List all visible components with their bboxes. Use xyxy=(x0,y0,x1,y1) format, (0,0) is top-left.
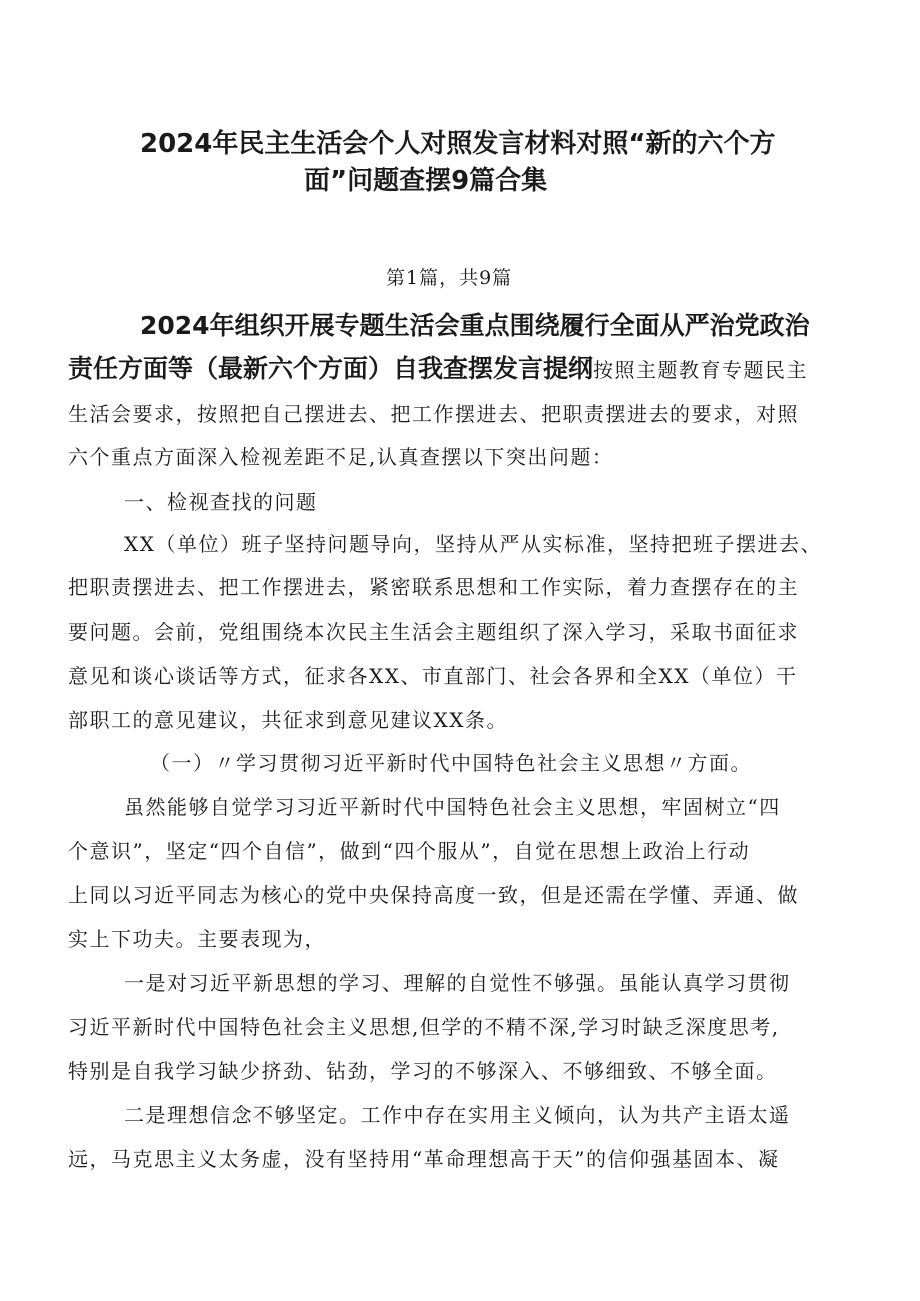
body-line: 虽然能够自觉学习习近平新时代中国特色社会主义思想，牢固树立“四 xyxy=(124,795,781,819)
body-line: 个意识”，坚定“四个自信”，做到“四个服从”，自觉在思想上政治上行动 xyxy=(68,839,751,863)
article-heading-line-2-row xyxy=(68,349,808,385)
part-label: 第1篇，共9篇 xyxy=(386,267,513,289)
document-title-line-1: 2024年民主生活会个人对照发言材料对照“新的六个方 xyxy=(140,129,776,159)
body-line: 实上下功夫。主要表现为， xyxy=(68,927,326,951)
body-line: 把职责摆进去、把工作摆进去，紧密联系思想和工作实际，着力查摆存在的主 xyxy=(68,575,799,599)
body-line: 部职工的意见建议，共征求到意见建议XX条。 xyxy=(68,708,508,732)
body-line: 六个重点方面深入检视差距不足,认真查摆以下突出问题： xyxy=(68,445,614,469)
body-line: 二是理想信念不够坚定。工作中存在实用主义倾向，认为共产主语太遥 xyxy=(124,1103,791,1127)
body-line: 远，马克思主义太务虚，没有坚持用“革命理想高于天”的信仰强基固本、凝 xyxy=(68,1147,780,1171)
body-line: 特别是自我学习缺少挤劲、钻劲，学习的不够深入、不够细致、不够全面。 xyxy=(68,1059,778,1083)
intro-text-start: 按照主题教育专题民主 xyxy=(593,358,809,382)
subsection-heading: （一）〃学习贯彻习近平新时代中国特色社会主义思想〃方面。 xyxy=(150,751,752,775)
section-heading: 一、检视查找的问题 xyxy=(124,490,318,514)
body-line: 习近平新时代中国特色社会主义思想,但学的不精不深,学习时缺乏深度思考, xyxy=(68,1015,780,1039)
document-title-line-2: 面”问题查摆9篇合集 xyxy=(304,166,548,196)
body-line: 要问题。会前，党组围绕本次民主生活会主题组织了深入学习，采取书面征求 xyxy=(68,620,799,644)
article-heading-line-1: 2024年组织开展专题生活会重点围绕履行全面从严治党政治 xyxy=(140,311,810,340)
body-line: 一是对习近平新思想的学习、理解的自觉性不够强。虽能认真学习贯彻 xyxy=(124,971,791,995)
body-line: 意见和谈心谈话等方式，征求各XX、市直部门、社会各界和全XX（单位）干 xyxy=(68,664,798,688)
body-line: 上同以习近平同志为核心的党中央保持高度一致，但是还需在学懂、弄通、做 xyxy=(68,883,799,907)
article-heading-line-2: 责任方面等（最新六个方面）自我查摆发言提纲 xyxy=(68,354,594,383)
body-line: 生活会要求，按照把自己摆进去、把工作摆进去、把职责摆进去的要求，对照 xyxy=(68,402,799,426)
body-line: XX（单位）班子坚持问题导向，坚持从严从实标准，坚持把班子摆进去、 xyxy=(124,532,822,556)
